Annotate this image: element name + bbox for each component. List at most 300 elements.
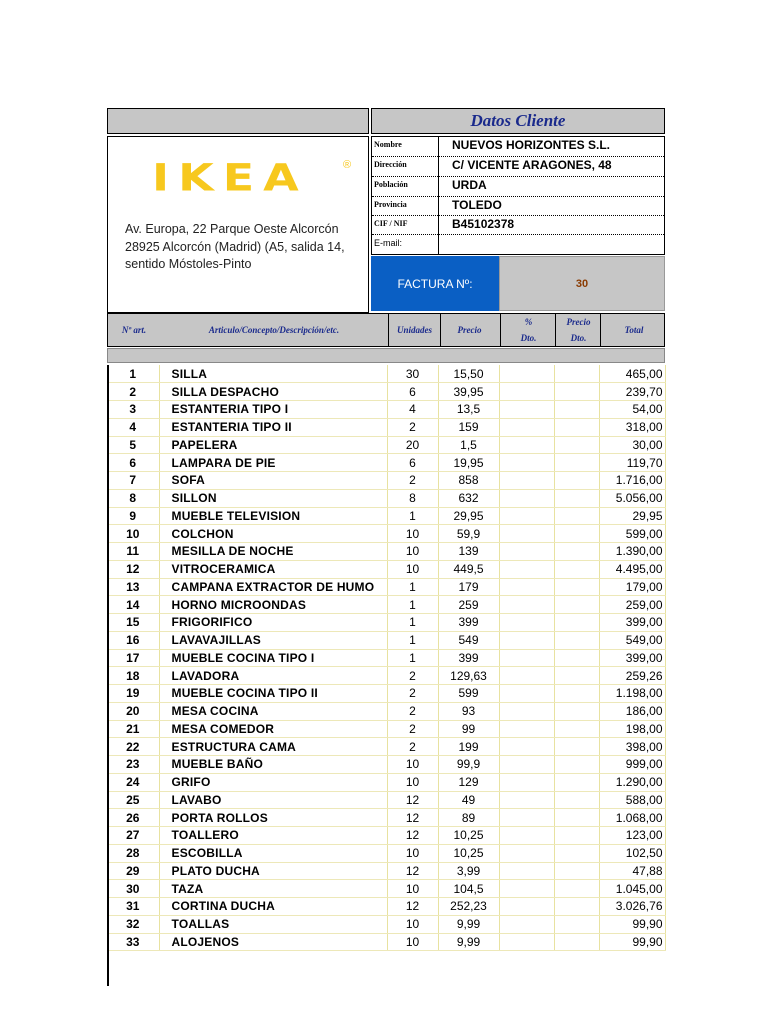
item-price: 179 — [438, 578, 499, 596]
item-discount-price — [554, 560, 599, 578]
item-discount-pct — [499, 773, 554, 791]
table-row — [107, 454, 665, 472]
item-total: 259,00 — [599, 596, 665, 614]
item-discount-price — [554, 649, 599, 667]
item-description: TOALLERO — [159, 827, 387, 845]
item-number: 25 — [107, 791, 159, 809]
item-total: 30,00 — [599, 436, 665, 454]
item-units: 1 — [387, 578, 438, 596]
item-units: 12 — [387, 898, 438, 916]
item-number: 26 — [107, 809, 159, 827]
item-units: 10 — [387, 543, 438, 561]
item-number: 17 — [107, 649, 159, 667]
item-units: 10 — [387, 756, 438, 774]
item-discount-pct — [499, 614, 554, 632]
item-units: 4 — [387, 401, 438, 419]
item-description: VITROCERAMICA — [159, 560, 387, 578]
table-row — [107, 525, 665, 543]
item-description: ESTANTERIA TIPO II — [159, 418, 387, 436]
item-price: 10,25 — [438, 844, 499, 862]
item-discount-price — [554, 383, 599, 401]
item-number: 3 — [107, 401, 159, 419]
item-units: 6 — [387, 383, 438, 401]
item-units: 12 — [387, 809, 438, 827]
item-discount-price — [554, 418, 599, 436]
item-number: 19 — [107, 685, 159, 703]
item-units: 12 — [387, 862, 438, 880]
item-units: 10 — [387, 880, 438, 898]
table-row — [107, 667, 665, 685]
item-discount-price — [554, 578, 599, 596]
item-number: 2 — [107, 383, 159, 401]
item-number: 31 — [107, 898, 159, 916]
client-title-bar — [371, 108, 665, 134]
address-line-2: 28925 Alcorcón (Madrid) (A5, salida 14, — [125, 239, 345, 254]
poblacion-label: Población — [374, 180, 408, 189]
col-disc-price-line2: Dto. — [570, 332, 587, 343]
item-number: 7 — [107, 472, 159, 490]
email-label: E-mail: — [374, 238, 403, 248]
item-price: 10,25 — [438, 827, 499, 845]
item-discount-pct — [499, 685, 554, 703]
item-total: 99,90 — [599, 915, 665, 933]
item-description: MUEBLE TELEVISION — [159, 507, 387, 525]
item-price: 1,5 — [438, 436, 499, 454]
item-description: ESTANTERIA TIPO I — [159, 401, 387, 419]
item-discount-pct — [499, 915, 554, 933]
item-price: 19,95 — [438, 454, 499, 472]
col-disc-price — [555, 314, 601, 346]
item-units: 8 — [387, 489, 438, 507]
item-discount-price — [554, 596, 599, 614]
item-total: 1.390,00 — [599, 543, 665, 561]
table-row — [107, 702, 665, 720]
item-discount-pct — [499, 844, 554, 862]
item-description: LAVAVAJILLAS — [159, 631, 387, 649]
item-total: 179,00 — [599, 578, 665, 596]
item-total: 119,70 — [599, 454, 665, 472]
table-row — [107, 365, 665, 383]
table-row — [107, 489, 665, 507]
direccion-label: Dirección — [374, 160, 407, 169]
item-description: TAZA — [159, 880, 387, 898]
item-number: 30 — [107, 880, 159, 898]
address-line-1: Av. Europa, 22 Parque Oeste Alcorcón — [125, 222, 339, 236]
item-discount-price — [554, 614, 599, 632]
item-total: 1.716,00 — [599, 472, 665, 490]
item-total: 47,88 — [599, 862, 665, 880]
item-total: 186,00 — [599, 702, 665, 720]
item-discount-pct — [499, 720, 554, 738]
item-description: PAPELERA — [159, 436, 387, 454]
item-units: 2 — [387, 702, 438, 720]
item-discount-price — [554, 685, 599, 703]
item-number: 5 — [107, 436, 159, 454]
item-discount-price — [554, 720, 599, 738]
item-description: LAVABO — [159, 791, 387, 809]
item-price: 9,99 — [438, 915, 499, 933]
registered-mark: ® — [343, 159, 352, 171]
item-discount-price — [554, 933, 599, 951]
table-row — [107, 880, 665, 898]
cif-value: B45102378 — [452, 217, 515, 231]
item-discount-pct — [499, 401, 554, 419]
item-units: 1 — [387, 596, 438, 614]
table-row — [107, 401, 665, 419]
table-row — [107, 507, 665, 525]
item-discount-pct — [499, 472, 554, 490]
item-units: 2 — [387, 738, 438, 756]
item-price: 549 — [438, 631, 499, 649]
item-units: 10 — [387, 525, 438, 543]
item-number: 18 — [107, 667, 159, 685]
item-price: 89 — [438, 809, 499, 827]
item-total: 599,00 — [599, 525, 665, 543]
item-description: HORNO MICROONDAS — [159, 596, 387, 614]
col-desc: Articulo/Concepto/Descripción/etc. — [208, 324, 340, 335]
item-total: 4.495,00 — [599, 560, 665, 578]
item-discount-pct — [499, 578, 554, 596]
item-discount-price — [554, 401, 599, 419]
item-discount-pct — [499, 667, 554, 685]
item-discount-pct — [499, 365, 554, 383]
item-price: 49 — [438, 791, 499, 809]
item-price: 399 — [438, 649, 499, 667]
company-address — [125, 221, 345, 274]
item-description: ESTRUCTURA CAMA — [159, 738, 387, 756]
item-number: 10 — [107, 525, 159, 543]
item-discount-price — [554, 489, 599, 507]
table-row — [107, 720, 665, 738]
table-row — [107, 827, 665, 845]
item-number: 20 — [107, 702, 159, 720]
item-discount-price — [554, 507, 599, 525]
client-title: Datos Cliente — [470, 111, 566, 130]
item-total: 399,00 — [599, 649, 665, 667]
item-discount-pct — [499, 507, 554, 525]
invoice-number-box — [499, 256, 665, 311]
item-number: 6 — [107, 454, 159, 472]
table-row — [107, 898, 665, 916]
table-row — [107, 809, 665, 827]
item-units: 30 — [387, 365, 438, 383]
col-total: Total — [600, 314, 667, 346]
table-row — [107, 844, 665, 862]
table-row — [107, 543, 665, 561]
item-price: 15,50 — [438, 365, 499, 383]
item-total: 1.198,00 — [599, 685, 665, 703]
item-discount-pct — [499, 809, 554, 827]
item-discount-price — [554, 773, 599, 791]
item-units: 2 — [387, 685, 438, 703]
item-discount-pct — [499, 596, 554, 614]
item-discount-price — [554, 365, 599, 383]
column-header-row — [107, 313, 665, 347]
item-number: 12 — [107, 560, 159, 578]
item-total: 3.026,76 — [599, 898, 665, 916]
item-total: 102,50 — [599, 844, 665, 862]
item-discount-pct — [499, 898, 554, 916]
item-discount-price — [554, 472, 599, 490]
item-discount-price — [554, 667, 599, 685]
item-discount-price — [554, 631, 599, 649]
item-number: 27 — [107, 827, 159, 845]
item-description: SOFA — [159, 472, 387, 490]
item-units: 1 — [387, 631, 438, 649]
item-discount-pct — [499, 649, 554, 667]
col-disc-pct-line1: % — [524, 316, 533, 327]
item-discount-price — [554, 827, 599, 845]
item-total: 999,00 — [599, 756, 665, 774]
item-discount-pct — [499, 738, 554, 756]
item-total: 239,70 — [599, 383, 665, 401]
item-total: 259,26 — [599, 667, 665, 685]
item-discount-price — [554, 454, 599, 472]
item-total: 29,95 — [599, 507, 665, 525]
item-description: GRIFO — [159, 773, 387, 791]
item-description: CAMPANA EXTRACTOR DE HUMO — [159, 578, 387, 596]
item-price: 159 — [438, 418, 499, 436]
col-disc-pct-line2: Dto. — [520, 332, 537, 343]
item-discount-price — [554, 880, 599, 898]
item-discount-pct — [499, 631, 554, 649]
item-number: 21 — [107, 720, 159, 738]
table-row — [107, 685, 665, 703]
table-row — [107, 472, 665, 490]
address-line-3: sentido Móstoles-Pinto — [125, 257, 252, 271]
item-total: 1.068,00 — [599, 809, 665, 827]
client-row-email — [372, 235, 664, 256]
item-price: 252,23 — [438, 898, 499, 916]
item-price: 599 — [438, 685, 499, 703]
item-units: 1 — [387, 649, 438, 667]
item-number: 24 — [107, 773, 159, 791]
item-price: 858 — [438, 472, 499, 490]
cif-label: CIF / NIF — [374, 219, 408, 228]
item-number: 1 — [107, 365, 159, 383]
col-units — [388, 314, 441, 346]
poblacion-value: URDA — [452, 178, 487, 192]
table-row — [107, 756, 665, 774]
item-units: 20 — [387, 436, 438, 454]
item-description: SILLA — [159, 365, 387, 383]
item-total: 549,00 — [599, 631, 665, 649]
item-description: MESILLA DE NOCHE — [159, 543, 387, 561]
item-units: 12 — [387, 791, 438, 809]
items-table — [107, 365, 666, 951]
table-row — [107, 578, 665, 596]
item-total: 123,00 — [599, 827, 665, 845]
invoice-label-box — [371, 256, 499, 311]
item-number: 29 — [107, 862, 159, 880]
table-left-border — [107, 365, 109, 986]
item-price: 29,95 — [438, 507, 499, 525]
item-units: 2 — [387, 667, 438, 685]
item-number: 22 — [107, 738, 159, 756]
item-description: FRIGORIFICO — [159, 614, 387, 632]
table-row — [107, 560, 665, 578]
table-row — [107, 915, 665, 933]
item-description: ESCOBILLA — [159, 844, 387, 862]
item-discount-pct — [499, 702, 554, 720]
table-row — [107, 791, 665, 809]
item-total: 1.290,00 — [599, 773, 665, 791]
col-disc-pct — [500, 314, 556, 346]
item-price: 9,99 — [438, 933, 499, 951]
item-discount-pct — [499, 418, 554, 436]
item-units: 10 — [387, 844, 438, 862]
item-discount-pct — [499, 489, 554, 507]
item-discount-price — [554, 862, 599, 880]
item-description: TOALLAS — [159, 915, 387, 933]
item-price: 104,5 — [438, 880, 499, 898]
item-number: 23 — [107, 756, 159, 774]
item-price: 129 — [438, 773, 499, 791]
table-row — [107, 614, 665, 632]
item-total: 99,90 — [599, 933, 665, 951]
item-discount-price — [554, 543, 599, 561]
item-price: 449,5 — [438, 560, 499, 578]
item-discount-pct — [499, 560, 554, 578]
client-row-direccion — [372, 157, 664, 177]
item-discount-pct — [499, 756, 554, 774]
item-price: 632 — [438, 489, 499, 507]
item-discount-pct — [499, 862, 554, 880]
item-number: 16 — [107, 631, 159, 649]
table-row — [107, 436, 665, 454]
item-description: SILLA DESPACHO — [159, 383, 387, 401]
provincia-value: TOLEDO — [452, 198, 502, 212]
item-total: 398,00 — [599, 738, 665, 756]
item-description: COLCHON — [159, 525, 387, 543]
item-price: 59,9 — [438, 525, 499, 543]
item-price: 3,99 — [438, 862, 499, 880]
company-header-bar — [107, 108, 369, 134]
item-discount-price — [554, 756, 599, 774]
nombre-value: NUEVOS HORIZONTES S.L. — [452, 138, 611, 152]
table-row — [107, 596, 665, 614]
item-units: 1 — [387, 614, 438, 632]
item-discount-price — [554, 791, 599, 809]
item-description: CORTINA DUCHA — [159, 898, 387, 916]
item-discount-pct — [499, 454, 554, 472]
nombre-label: Nombre — [374, 140, 402, 149]
item-discount-price — [554, 525, 599, 543]
item-units: 2 — [387, 472, 438, 490]
item-number: 33 — [107, 933, 159, 951]
item-units: 2 — [387, 418, 438, 436]
item-price: 139 — [438, 543, 499, 561]
item-description: LAMPARA DE PIE — [159, 454, 387, 472]
invoice — [107, 108, 667, 986]
direccion-value: C/ VICENTE ARAGONES, 48 — [452, 158, 612, 172]
table-row — [107, 773, 665, 791]
table-row — [107, 933, 665, 951]
item-description: MESA COCINA — [159, 702, 387, 720]
item-price: 399 — [438, 614, 499, 632]
item-price: 199 — [438, 738, 499, 756]
item-total: 5.056,00 — [599, 489, 665, 507]
table-row — [107, 383, 665, 401]
items-body — [107, 365, 665, 951]
item-price: 259 — [438, 596, 499, 614]
item-description: MUEBLE BAÑO — [159, 756, 387, 774]
item-description: ALOJENOS — [159, 933, 387, 951]
item-units: 10 — [387, 560, 438, 578]
item-number: 14 — [107, 596, 159, 614]
invoice-label: FACTURA Nº: — [397, 276, 473, 291]
item-discount-price — [554, 436, 599, 454]
item-units: 10 — [387, 933, 438, 951]
item-number: 15 — [107, 614, 159, 632]
item-number: 9 — [107, 507, 159, 525]
client-row-provincia — [372, 197, 664, 216]
item-total: 318,00 — [599, 418, 665, 436]
item-description: SILLON — [159, 489, 387, 507]
col-disc-price-line1: Precio — [566, 316, 591, 327]
item-description: LAVADORA — [159, 667, 387, 685]
item-discount-price — [554, 702, 599, 720]
item-discount-price — [554, 738, 599, 756]
item-price: 13,5 — [438, 401, 499, 419]
ikea-logo-text: IKEA — [152, 155, 308, 200]
table-row — [107, 418, 665, 436]
item-number: 8 — [107, 489, 159, 507]
item-units: 12 — [387, 827, 438, 845]
item-number: 4 — [107, 418, 159, 436]
item-total: 465,00 — [599, 365, 665, 383]
item-units: 2 — [387, 720, 438, 738]
client-row-cif — [372, 216, 664, 235]
item-number: 13 — [107, 578, 159, 596]
table-row — [107, 738, 665, 756]
item-description: MESA COMEDOR — [159, 720, 387, 738]
item-total: 198,00 — [599, 720, 665, 738]
item-number: 11 — [107, 543, 159, 561]
item-total: 588,00 — [599, 791, 665, 809]
item-discount-pct — [499, 436, 554, 454]
table-row — [107, 649, 665, 667]
invoice-number: 30 — [575, 277, 589, 290]
item-price: 99,9 — [438, 756, 499, 774]
item-discount-pct — [499, 933, 554, 951]
spacer-row — [107, 348, 665, 363]
ikea-logo — [152, 155, 352, 201]
item-price: 129,63 — [438, 667, 499, 685]
company-box — [107, 136, 369, 313]
item-discount-pct — [499, 880, 554, 898]
item-description: PLATO DUCHA — [159, 862, 387, 880]
client-row-poblacion — [372, 177, 664, 197]
item-description: MUEBLE COCINA TIPO II — [159, 685, 387, 703]
item-discount-price — [554, 844, 599, 862]
col-units-label: Unidades — [396, 324, 432, 335]
col-num: Nº art. — [121, 324, 147, 335]
item-units: 1 — [387, 507, 438, 525]
item-total: 1.045,00 — [599, 880, 665, 898]
item-discount-pct — [499, 791, 554, 809]
col-price: Precio — [457, 324, 482, 335]
provincia-label: Provincia — [374, 200, 407, 209]
client-fields — [371, 136, 665, 255]
client-row-nombre — [372, 137, 664, 157]
item-discount-price — [554, 898, 599, 916]
item-units: 10 — [387, 915, 438, 933]
item-discount-pct — [499, 827, 554, 845]
item-description: MUEBLE COCINA TIPO I — [159, 649, 387, 667]
table-row — [107, 862, 665, 880]
item-total: 399,00 — [599, 614, 665, 632]
